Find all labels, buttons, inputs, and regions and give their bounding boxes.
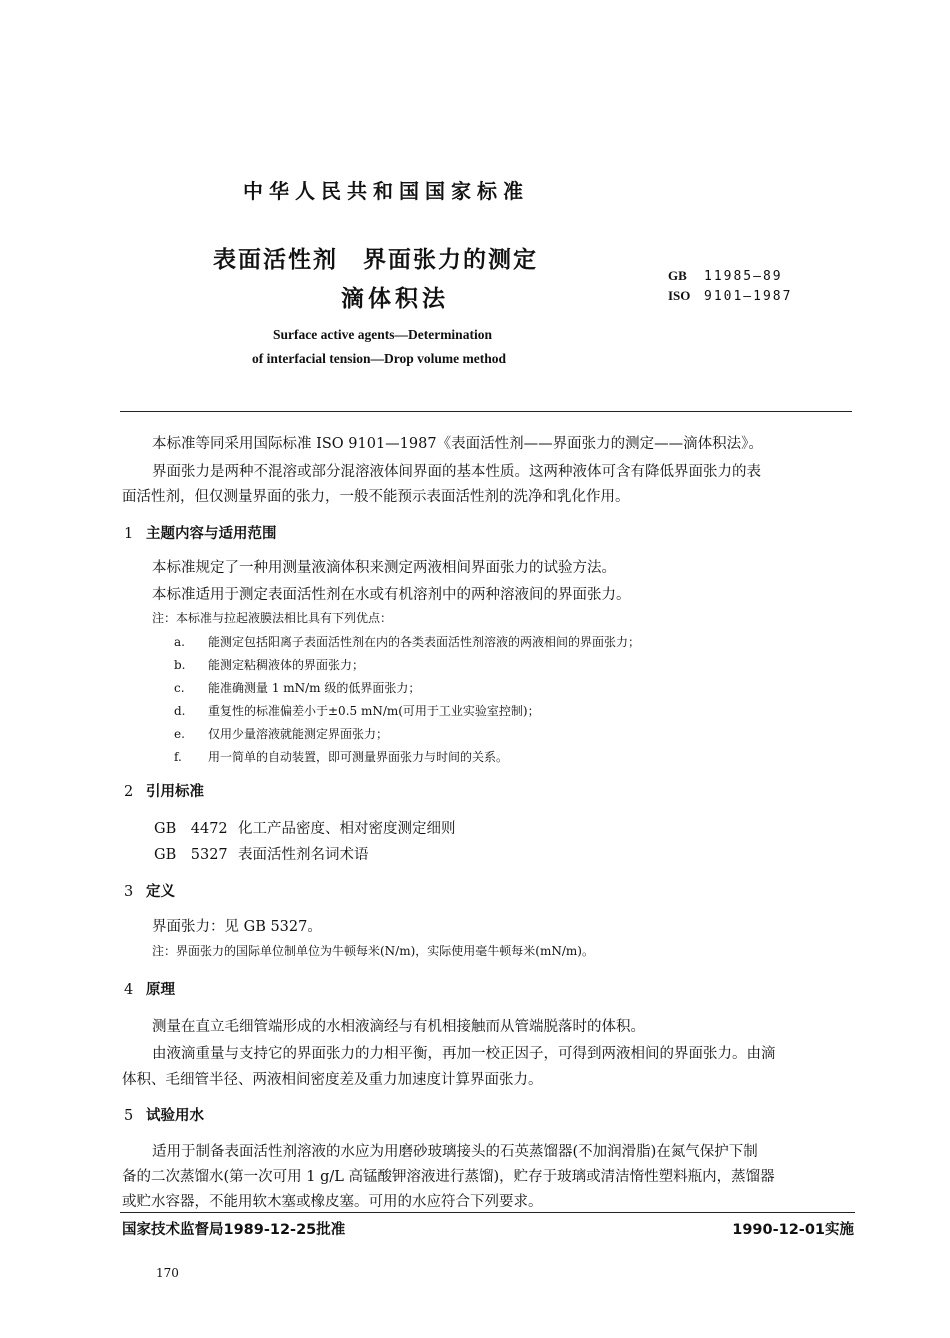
section-2-heading	[124, 780, 204, 801]
section-5-heading	[124, 1104, 204, 1125]
footer-divider	[120, 1212, 855, 1213]
section-5-line3: 或贮水容器，不能用软木塞或橡皮塞。可用的水应符合下列要求。	[122, 1194, 543, 1210]
reference-title: 化工产品密度、相对密度测定细则	[238, 821, 456, 837]
section-5-line2: 备的二次蒸馏水(第一次可用 1 g/L 高锰酸钾溶液进行蒸馏)，贮存于玻璃或清洁惰性塑料瓶内，蒸馏器	[122, 1169, 775, 1185]
list-item-letter: b.	[174, 658, 186, 672]
section-4-paragraph-2-line1: 由液滴重量与支持它的界面张力的力相平衡，再加一校正因子，可得到两液相间的界面张力。由滴	[152, 1046, 776, 1062]
gb-number-row	[668, 266, 792, 286]
list-item-letter: d.	[174, 704, 186, 718]
section-1-paragraph-1: 本标准规定了一种用测量液滴体积来测定两液相间界面张力的试验方法。	[152, 560, 616, 576]
list-item-text: 能准确测量 1 mN/m 级的低界面张力；	[208, 681, 421, 695]
section-5-title: 试验用水	[146, 1108, 204, 1124]
gb-number: 11985—89	[704, 269, 783, 284]
list-item	[174, 702, 540, 719]
list-item	[174, 679, 420, 696]
list-item	[174, 656, 364, 673]
list-item-text: 用一简单的自动装置，即可测量界面张力与时间的关系。	[208, 750, 509, 764]
english-title-line1: Surface active agents—Determination	[273, 327, 492, 342]
section-3-note: 注：界面张力的国际单位制单位为牛顿每米(N/m)，实际使用毫牛顿每米(mN/m)。	[152, 944, 594, 958]
list-item	[174, 725, 388, 742]
iso-label: ISO	[668, 288, 691, 303]
section-4-number: 4	[124, 982, 134, 998]
list-item-text: 能测定包括阳离子表面活性剂在内的各类表面活性剂溶液的两液相间的界面张力；	[208, 635, 641, 649]
list-item-text: 重复性的标准偏差小于±0.5 mN/m(可用于工业实验室控制)；	[208, 704, 540, 718]
section-1-title: 主题内容与适用范围	[146, 526, 277, 542]
reference-code: GB 4472	[154, 821, 228, 837]
section-3-title: 定义	[146, 884, 175, 900]
intro-paragraph-1: 本标准等同采用国际标准 ISO 9101—1987《表面活性剂——界面张力的测定——滴体积法》。	[152, 436, 763, 452]
standard-title-line2: 滴体积法	[341, 286, 449, 312]
list-item-letter: f.	[174, 750, 182, 764]
gb-label: GB	[668, 268, 687, 283]
page-number: 170	[156, 1266, 179, 1280]
list-item	[174, 748, 508, 765]
list-item-letter: c.	[174, 681, 185, 695]
section-1-heading	[124, 522, 277, 543]
list-item-text: 仅用少量溶液就能测定界面张力；	[208, 727, 389, 741]
section-3-number: 3	[124, 884, 134, 900]
list-item	[174, 633, 640, 650]
section-1-note: 注：本标准与拉起液膜法相比具有下列优点：	[152, 611, 393, 625]
list-item-letter: e.	[174, 727, 185, 741]
list-item-text: 能测定粘稠液体的界面张力；	[208, 658, 365, 672]
english-title-line2: of interfacial tension—Drop volume method	[252, 351, 506, 366]
section-3-paragraph-1: 界面张力：见 GB 5327。	[152, 919, 322, 935]
section-1-paragraph-2: 本标准适用于测定表面活性剂在水或有机溶剂中的两种溶液间的界面张力。	[152, 587, 631, 603]
implementation-date: 1990-12-01实施	[732, 1222, 854, 1238]
section-4-paragraph-1: 测量在直立毛细管端形成的水相液滴经与有机相接触而从管端脱落时的体积。	[152, 1019, 645, 1035]
national-standard-heading: 中华人民共和国国家标准	[243, 179, 529, 203]
section-3-heading	[124, 880, 175, 901]
iso-number: 9101—1987	[704, 289, 793, 304]
section-1-number: 1	[124, 526, 134, 542]
section-4-title: 原理	[146, 982, 175, 998]
header-divider	[120, 411, 852, 412]
standard-numbers	[668, 266, 792, 306]
reference-row	[154, 843, 369, 864]
iso-number-row	[668, 286, 792, 306]
section-4-heading	[124, 978, 175, 999]
section-5-number: 5	[124, 1108, 134, 1124]
section-2-title: 引用标准	[146, 784, 204, 800]
section-5-line1: 适用于制备表面活性剂溶液的水应为用磨砂玻璃接头的石英蒸馏器(不加润滑脂)在氮气保护下制	[152, 1144, 758, 1160]
section-4-paragraph-2-line2: 体积、毛细管半径、两液相间密度差及重力加速度计算界面张力。	[122, 1072, 543, 1088]
intro-paragraph-2-line2: 面活性剂，但仅测量界面的张力，一般不能预示表面活性剂的洗净和乳化作用。	[122, 489, 630, 505]
reference-title: 表面活性剂名词术语	[238, 847, 369, 863]
approval-date: 国家技术监督局1989-12-25批准	[122, 1222, 346, 1238]
section-2-number: 2	[124, 784, 134, 800]
reference-code: GB 5327	[154, 847, 228, 863]
standard-title-line1: 表面活性剂 界面张力的测定	[213, 247, 538, 273]
intro-paragraph-2-line1: 界面张力是两种不混溶或部分混溶液体间界面的基本性质。这两种液体可含有降低界面张力的表	[152, 464, 761, 480]
reference-row	[154, 817, 456, 838]
list-item-letter: a.	[174, 635, 185, 649]
